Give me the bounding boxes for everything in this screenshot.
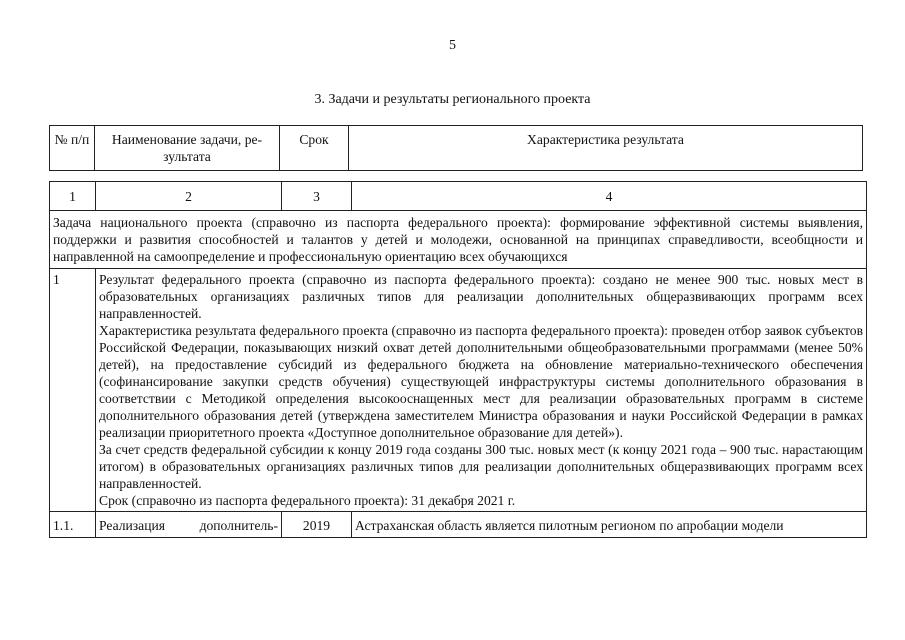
task-row (50, 211, 867, 269)
header-term: Срок (280, 126, 349, 171)
result-paragraph: За счет средств федеральной субсидии к концу 2019 года созданы 300 тыс. новых мест (к концу 2021 года – 900 тыс. нарастающим итогом) в образовательных организациях различных типов для реализации дополнительных общеразвивающих программ всех направленностей. (99, 442, 863, 491)
section-title: 3. Задачи и результаты регионального проекта (314, 92, 591, 107)
header-number: № п/п (50, 126, 95, 171)
result-number: 1 (50, 269, 96, 512)
row-term: 2019 (282, 512, 352, 538)
result-text (96, 269, 867, 512)
table-header (49, 125, 863, 171)
header-characteristic: Характеристика результата (349, 126, 863, 171)
task-text: Задача национального проекта (справочно из паспорта федерального проекта): формирование эффективной системы выявления, поддержки и развития способностей и талантов у детей и молодежи, основанной на принципах справедливости, всеобщности и направленной на самоопределение и профессиональную ориентацию всех обучающихся (50, 211, 867, 269)
table-row (50, 512, 867, 538)
row-number: 1.1. (50, 512, 96, 538)
row-name: Реализация дополнитель- (96, 512, 282, 538)
result-row (50, 269, 867, 512)
column-numbers-row (50, 182, 867, 211)
result-paragraph: Срок (справочно из паспорта федерального проекта): 31 декабря 2021 г. (99, 493, 516, 508)
header-name: Наименование задачи, ре-зультата (95, 126, 280, 171)
result-paragraph: Характеристика результата федерального проекта (справочно из паспорта федерального проекта): проведен отбор заявок субъектов Российской Федерации, показывающих низкий охват детей дополнительными общеобразовательными программами (менее 50% детей), на предоставление субсидий из федерального бюджета на обновление материально-технического обеспечения (софинансирование закупки средств обучения) существующей инфраструктуры системы дополнительного образования в соответствии с Методикой определения высокооснащенных мест для реализации образовательных программ в системе дополнительного образования детей (утверждена заместителем Министра образования и науки Российской Федерации в рамках реализации приоритетного проекта «Доступное дополнительное образование для детей»). (99, 323, 863, 440)
row-characteristic: Астраханская область является пилотным регионом по апробации модели (352, 512, 867, 538)
column-number: 1 (50, 182, 96, 211)
column-number: 3 (282, 182, 352, 211)
column-number: 2 (96, 182, 282, 211)
results-table (49, 181, 867, 538)
column-number: 4 (352, 182, 867, 211)
result-paragraph: Результат федерального проекта (справочно из паспорта федерального проекта): создано не менее 900 тыс. новых мест в образовательных организациях различных типов для реализации дополнительных общеразвивающих программ всех направленностей. (99, 272, 863, 321)
page-number: 5 (449, 38, 456, 53)
